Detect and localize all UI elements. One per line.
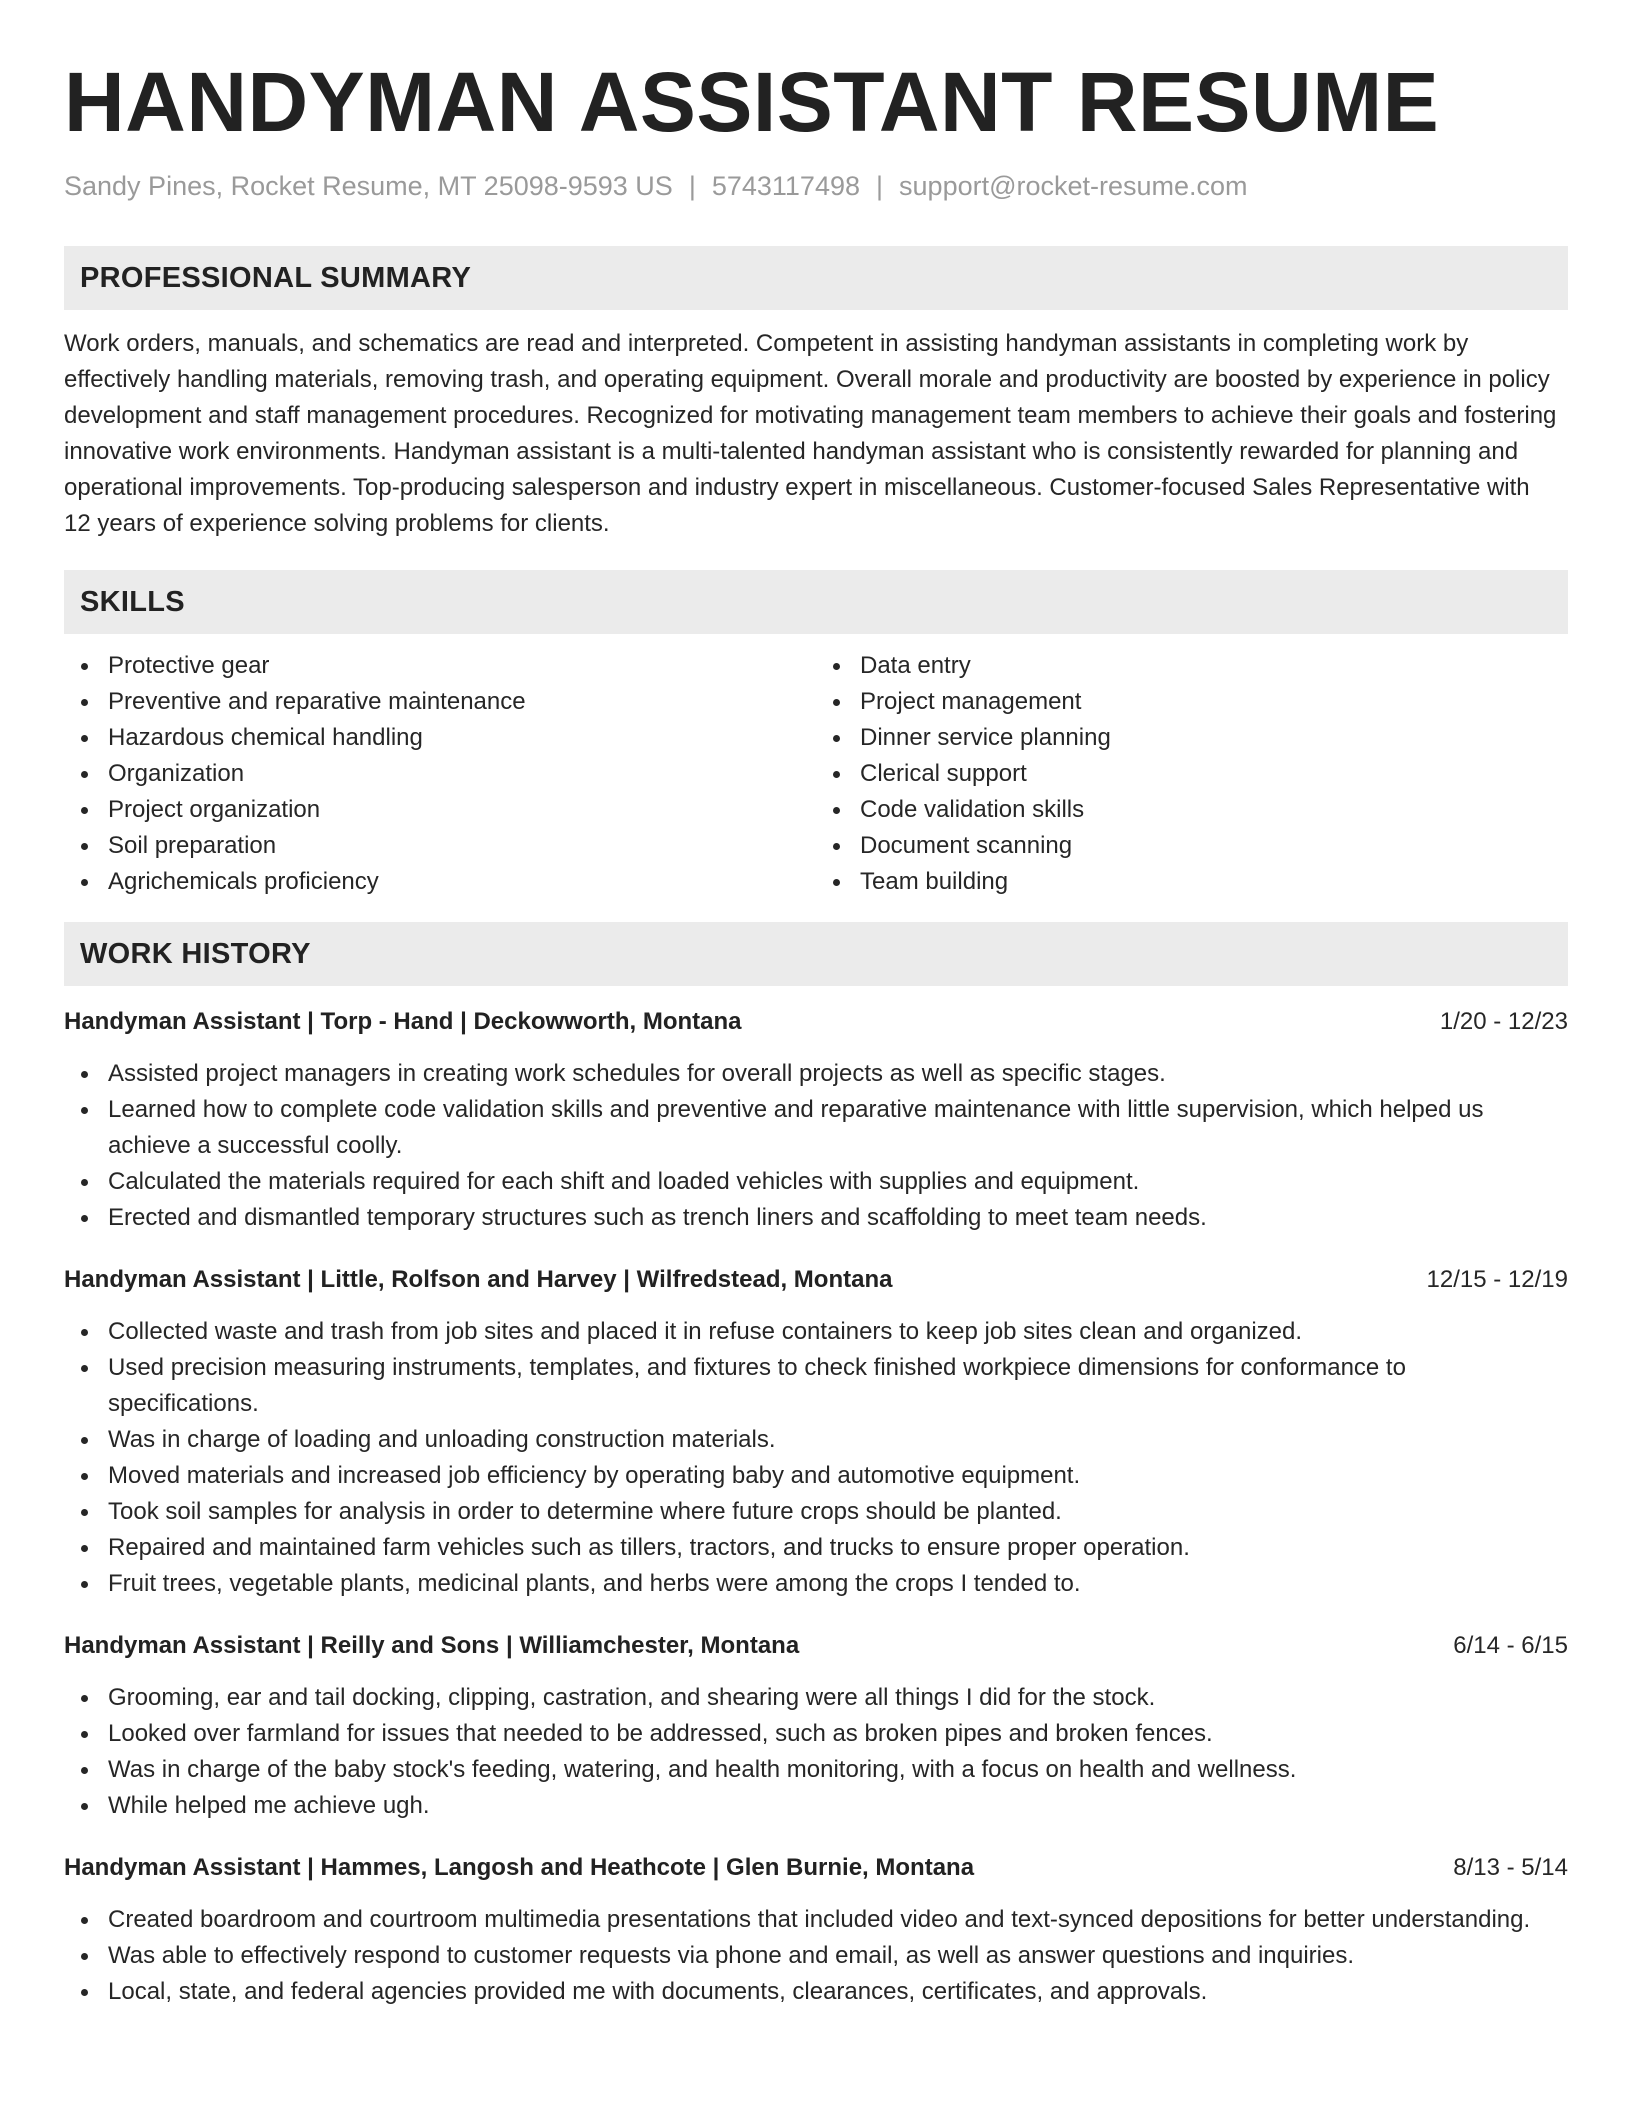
resume-title: HANDYMAN ASSISTANT RESUME [64,55,1440,149]
section-heading-work-history: WORK HISTORY [64,922,1568,986]
job-bullet: Was in charge of loading and unloading construction materials. [108,1422,1568,1458]
job-bullet: Used precision measuring instruments, templates, and fixtures to check finished workpiece dimensions for conformance to specifications. [108,1350,1568,1422]
job-bullet: Created boardroom and courtroom multimedia presentations that included video and text-synced depositions for better understanding. [108,1902,1568,1938]
job-bullet: Collected waste and trash from job sites and placed it in refuse containers to keep job sites clean and organized. [108,1314,1568,1350]
job-bullet: While helped me achieve ugh. [108,1788,1568,1824]
skill-item: Project management [860,684,1568,720]
job-header [64,1262,1568,1298]
job-bullet: Repaired and maintained farm vehicles such as tillers, tractors, and trucks to ensure proper operation. [108,1530,1568,1566]
skill-item: Agrichemicals proficiency [108,864,816,900]
job-bullet: Erected and dismantled temporary structures such as trench liners and scaffolding to meet team needs. [108,1200,1568,1236]
job-bullet: Fruit trees, vegetable plants, medicinal plants, and herbs were among the crops I tended to. [108,1566,1568,1602]
skills-column-left [64,648,816,900]
summary-paragraph: Work orders, manuals, and schematics are read and interpreted. Competent in assisting handyman assistants in completing work by effectively handling materials, removing trash, and operating equipment. Overall morale and productivity are boosted by experience in policy development and staff management procedures. Recognized for motivating management team members to achieve their goals and fostering innovative work environments. Handyman assistant is a multi-talented handyman assistant who is consistently rewarded for planning and operational improvements. Top-producing salesperson and industry expert in miscellaneous. Customer-focused Sales Representative with 12 years of experience solving problems for clients. [64,330,1557,537]
job-title: Handyman Assistant | Reilly and Sons | Williamchester, Montana [64,1632,800,1659]
job-title: Handyman Assistant | Hammes, Langosh and Heathcote | Glen Burnie, Montana [64,1854,975,1881]
contact-email: support@rocket-resume.com [899,171,1248,201]
skill-item: Organization [108,756,816,792]
contact-separator: | [688,171,696,201]
job-title: Handyman Assistant | Torp - Hand | Deckowworth, Montana [64,1008,742,1035]
job-header [64,1628,1568,1664]
section-heading-summary: PROFESSIONAL SUMMARY [64,246,1568,310]
job-bullet: Took soil samples for analysis in order to determine where future crops should be planted. [108,1494,1568,1530]
contact-address: Sandy Pines, Rocket Resume, MT 25098-9593 US [64,171,673,201]
job-bullet-list [64,1056,1568,1236]
job-title: Handyman Assistant | Little, Rolfson and Harvey | Wilfredstead, Montana [64,1266,893,1293]
skills-column-right [816,648,1568,900]
job-dates: 12/15 - 12/19 [1426,1266,1568,1293]
job-bullet: Grooming, ear and tail docking, clipping, castration, and shearing were all things I did for the stock. [108,1680,1568,1716]
job-bullet: Was in charge of the baby stock's feeding, watering, and health monitoring, with a focus on health and wellness. [108,1752,1568,1788]
job-bullet: Learned how to complete code validation skills and preventive and reparative maintenance with little supervision, which helped us achieve a successful coolly. [108,1092,1568,1164]
skill-item: Dinner service planning [860,720,1568,756]
contact-phone: 5743117498 [711,171,861,201]
job-bullet: Was able to effectively respond to customer requests via phone and email, as well as answer questions and inquiries. [108,1938,1568,1974]
job-entry [64,1004,1568,1236]
skill-item: Project organization [108,792,816,828]
skill-item: Soil preparation [108,828,816,864]
job-header [64,1850,1568,1886]
job-dates: 8/13 - 5/14 [1453,1854,1568,1881]
job-entry [64,1262,1568,1602]
skill-item: Team building [860,864,1568,900]
skill-item: Protective gear [108,648,816,684]
job-dates: 1/20 - 12/23 [1439,1008,1568,1035]
job-bullet: Looked over farmland for issues that needed to be addressed, such as broken pipes and broken fences. [108,1716,1568,1752]
skill-item: Code validation skills [860,792,1568,828]
job-bullet: Moved materials and increased job efficiency by operating baby and automotive equipment. [108,1458,1568,1494]
section-heading-skills: SKILLS [64,570,1568,634]
job-entry [64,1628,1568,1824]
skill-item: Document scanning [860,828,1568,864]
skill-item: Preventive and reparative maintenance [108,684,816,720]
job-dates: 6/14 - 6/15 [1453,1632,1568,1659]
skills-grid [64,648,1568,900]
job-bullet: Assisted project managers in creating work schedules for overall projects as well as specific stages. [108,1056,1568,1092]
job-bullet-list [64,1680,1568,1824]
job-bullet: Local, state, and federal agencies provided me with documents, clearances, certificates, and approvals. [108,1974,1568,2010]
contact-line [64,166,1568,206]
job-bullet: Calculated the materials required for each shift and loaded vehicles with supplies and equipment. [108,1164,1568,1200]
skill-item: Hazardous chemical handling [108,720,816,756]
job-header [64,1004,1568,1040]
job-bullet-list [64,1902,1568,2010]
skill-item: Data entry [860,648,1568,684]
contact-separator: | [876,171,884,201]
job-entry [64,1850,1568,2010]
skill-item: Clerical support [860,756,1568,792]
job-bullet-list [64,1314,1568,1602]
